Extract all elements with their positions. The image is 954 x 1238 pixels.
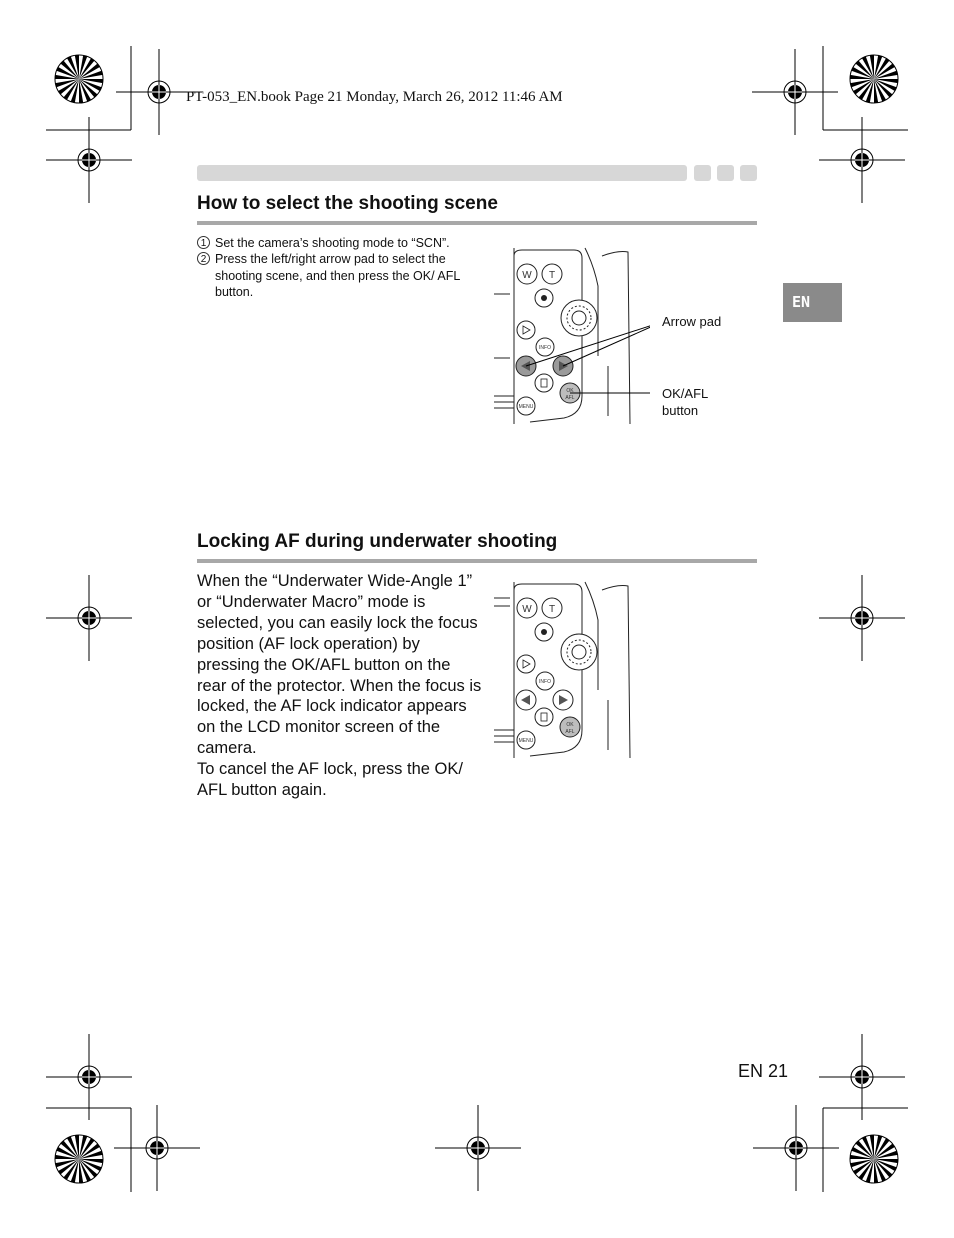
crosshair-mark [819, 1034, 905, 1120]
crosshair-mark [435, 1105, 521, 1191]
section-bar-square [740, 165, 757, 181]
af-lock-description [197, 571, 482, 801]
info-label: INFO [539, 679, 551, 685]
afl-label: AFL [565, 729, 575, 735]
step-number: 2 [197, 252, 210, 265]
crosshair-mark [46, 575, 132, 661]
starburst-top-right [850, 55, 898, 103]
section-bar [197, 165, 687, 181]
paragraph: When the “Underwater Wide-Angle 1” or “Underwater Macro” mode is selected, you can easily lock the focus position (AF lock operation) by pressing the OK/AFL button on the rear of the protector. When the focus is locked, the AF lock indicator appears on the LCD monitor screen of the camera. [197, 572, 482, 758]
paragraph: To cancel the AF lock, press the OK/ AFL button again. [197, 760, 463, 800]
menu-label: MENU [518, 404, 534, 410]
starburst-bottom-right [850, 1135, 898, 1183]
heading-rule [197, 221, 757, 225]
zoom-w-label: W [522, 604, 532, 615]
starburst-bottom-left [55, 1135, 103, 1183]
callout-arrow-pad: Arrow pad [662, 314, 722, 329]
print-slug: PT-053_EN.book Page 21 Monday, March 26, 2012 11:46 AM [186, 89, 563, 105]
zoom-t-label: T [548, 604, 556, 615]
language-tab: EN [783, 283, 842, 322]
callout-ok-afl-line2: button [662, 403, 699, 418]
step-text: Press the left/right arrow pad to select the shooting scene, and then press the OK/ AFL button. [215, 252, 460, 299]
step-text: Set the camera’s shooting mode to “SCN”. [215, 236, 450, 250]
ok-label: OK [566, 722, 574, 728]
info-label: INFO [539, 345, 551, 351]
camera-protector-diagram-2 [490, 580, 650, 760]
section-heading-af-lock: Locking AF during underwater shooting [197, 531, 558, 552]
section-bar-square [717, 165, 734, 181]
zoom-w-label: W [522, 270, 532, 281]
starburst-top-left [55, 55, 103, 103]
section-heading-scene: How to select the shooting scene [197, 193, 498, 214]
section-bar-square [694, 165, 711, 181]
zoom-t-label: T [548, 270, 556, 281]
afl-label: AFL [565, 395, 575, 401]
step-list [197, 235, 482, 300]
camera-protector-diagram-1 [490, 246, 650, 426]
step-item [197, 251, 482, 300]
crosshair-mark [46, 1034, 132, 1120]
step-number: 1 [197, 236, 210, 249]
crosshair-mark [752, 49, 838, 135]
callout-ok-afl-line1: OK/AFL [662, 386, 709, 401]
page-number: EN 21 [738, 1061, 789, 1081]
heading-rule [197, 559, 757, 563]
crosshair-mark [753, 1105, 839, 1191]
step-item [197, 235, 482, 251]
menu-label: MENU [518, 738, 534, 744]
crosshair-mark [819, 575, 905, 661]
ok-label: OK [566, 388, 574, 394]
crosshair-mark [114, 1105, 200, 1191]
